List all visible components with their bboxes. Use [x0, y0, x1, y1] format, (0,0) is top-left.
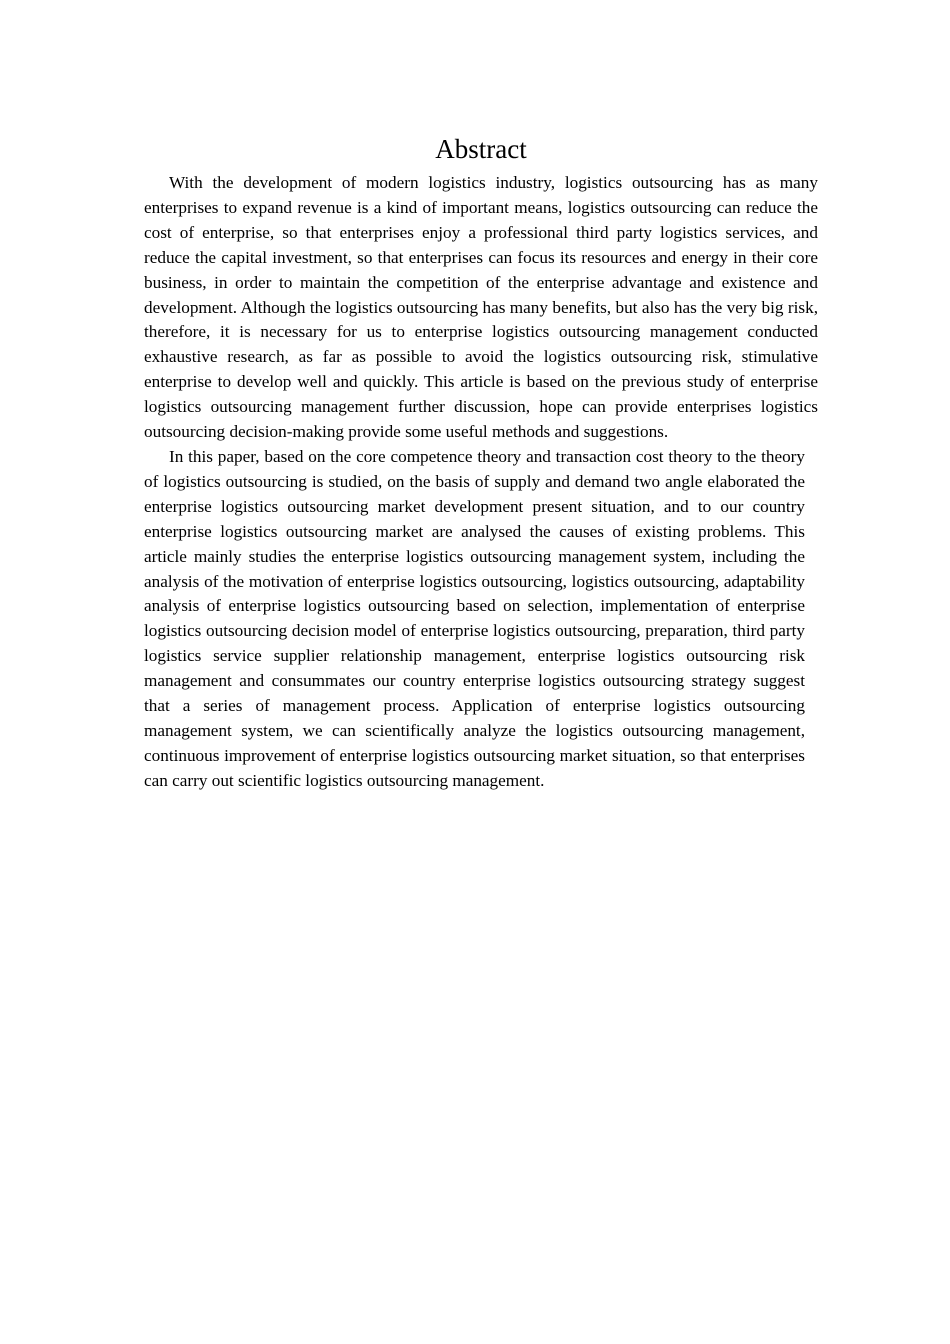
- abstract-paragraph-1: With the development of modern logistics industry, logistics outsourcing has as many enterprises to expand revenue is a kind of important means, logistics outsourcing can reduce the cost of enterprise, so that enterprises enjoy a professional third party logistics services, and reduce the capital investment, so that enterprises can focus its resources and energy in their core business, in order to maintain the competition of the enterprise advantage and existence and development. Although the logistics outsourcing has many benefits, but also has the very big risk, therefore, it is necessary for us to enterprise logistics outsourcing management conducted exhaustive research, as far as possible to avoid the logistics outsourcing risk, stimulative enterprise to develop well and quickly. This article is based on the previous study of enterprise logistics outsourcing management further discussion, hope can provide enterprises logistics outsourcing decision-making provide some useful methods and suggestions.: [144, 173, 818, 442]
- abstract-paragraph-2: In this paper, based on the core competence theory and transaction cost theory to the theory of logistics outsourcing is studied, on the basis of supply and demand two angle elaborated the enterprise logistics outsourcing market development present situation, and to our country enterprise logistics outsourcing market are analysed the causes of existing problems. This article mainly studies the enterprise logistics outsourcing management system, including the analysis of the motivation of enterprise logistics outsourcing, logistics outsourcing, adaptability analysis of enterprise logistics outsourcing based on selection, implementation of enterprise logistics outsourcing decision model of enterprise logistics outsourcing, preparation, third party logistics service supplier relationship management, enterprise logistics outsourcing risk management and consummates our country enterprise logistics outsourcing strategy suggest that a series of management process. Application of enterprise logistics outsourcing management system, we can scientifically analyze the logistics outsourcing management, continuous improvement of enterprise logistics outsourcing market situation, so that enterprises can carry out scientific logistics outsourcing management.: [144, 446, 805, 790]
- abstract-section: [144, 131, 818, 794]
- abstract-title: Abstract: [435, 134, 527, 164]
